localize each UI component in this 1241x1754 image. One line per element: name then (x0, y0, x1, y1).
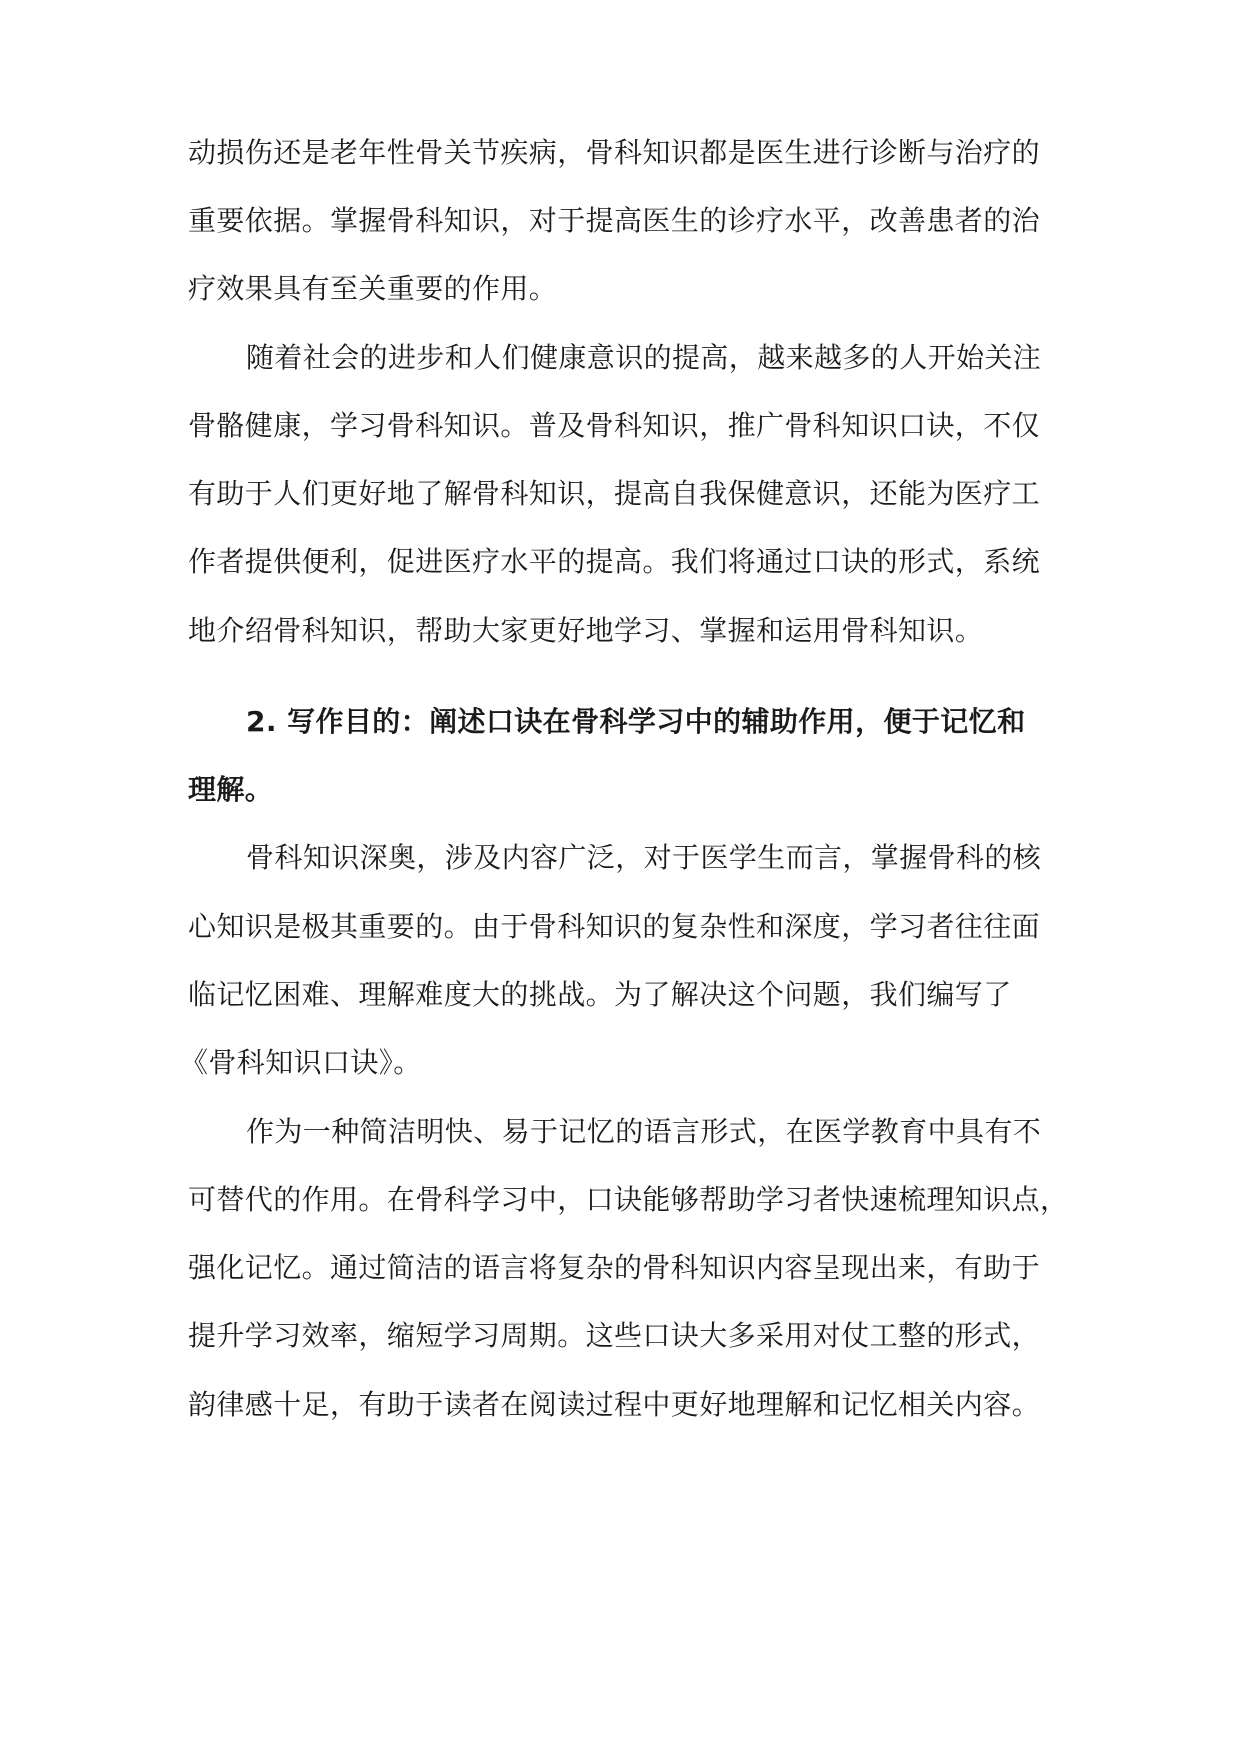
paragraph-4-line-2: 可替代的作用。在骨科学习中，口诀能够帮助学习者快速梳理知识点， (188, 1183, 1069, 1216)
paragraph-2-line-5: 地介绍骨科知识，帮助大家更好地学习、掌握和运用骨科知识。 (188, 614, 984, 647)
paragraph-1-line-3: 疗效果具有至关重要的作用。 (188, 272, 558, 305)
paragraph-2-line-2: 骨骼健康，学习骨科知识。普及骨科知识，推广骨科知识口诀，不仅 (188, 409, 1041, 442)
paragraph-4-line-4: 提升学习效率，缩短学习周期。这些口诀大多采用对仗工整的形式， (188, 1319, 1041, 1352)
paragraph-3-line-1: 骨科知识深奥，涉及内容广泛，对于医学生而言，掌握骨科的核 (246, 841, 1042, 874)
paragraph-4-line-1: 作为一种简洁明快、易于记忆的语言形式，在医学教育中具有不 (246, 1115, 1042, 1148)
paragraph-1-line-1: 动损伤还是老年性骨关节疾病，骨科知识都是医生进行诊断与治疗的 (188, 136, 1041, 169)
paragraph-1-line-2: 重要依据。掌握骨科知识，对于提高医生的诊疗水平，改善患者的治 (188, 204, 1041, 237)
paragraph-4-line-5: 韵律感十足，有助于读者在阅读过程中更好地理解和记忆相关内容。 (188, 1388, 1041, 1421)
paragraph-2-line-3: 有助于人们更好地了解骨科知识，提高自我保健意识，还能为医疗工 (188, 477, 1041, 510)
section-heading-line-2: 理解。 (188, 773, 274, 806)
paragraph-4-line-3: 强化记忆。通过简洁的语言将复杂的骨科知识内容呈现出来，有助于 (188, 1251, 1041, 1284)
paragraph-2-line-1: 随着社会的进步和人们健康意识的提高，越来越多的人开始关注 (246, 341, 1042, 374)
paragraph-3-line-2: 心知识是极其重要的。由于骨科知识的复杂性和深度，学习者往往面 (188, 910, 1041, 943)
paragraph-3-line-4: 《骨科知识口诀》。 (180, 1046, 422, 1079)
section-heading-line-1: 2. 写作目的：阐述口诀在骨科学习中的辅助作用，便于记忆和 (246, 705, 1026, 738)
paragraph-3-line-3: 临记忆困难、理解难度大的挑战。为了解决这个问题，我们编写了 (188, 978, 1012, 1011)
paragraph-2-line-4: 作者提供便利，促进医疗水平的提高。我们将通过口诀的形式，系统 (188, 545, 1041, 578)
